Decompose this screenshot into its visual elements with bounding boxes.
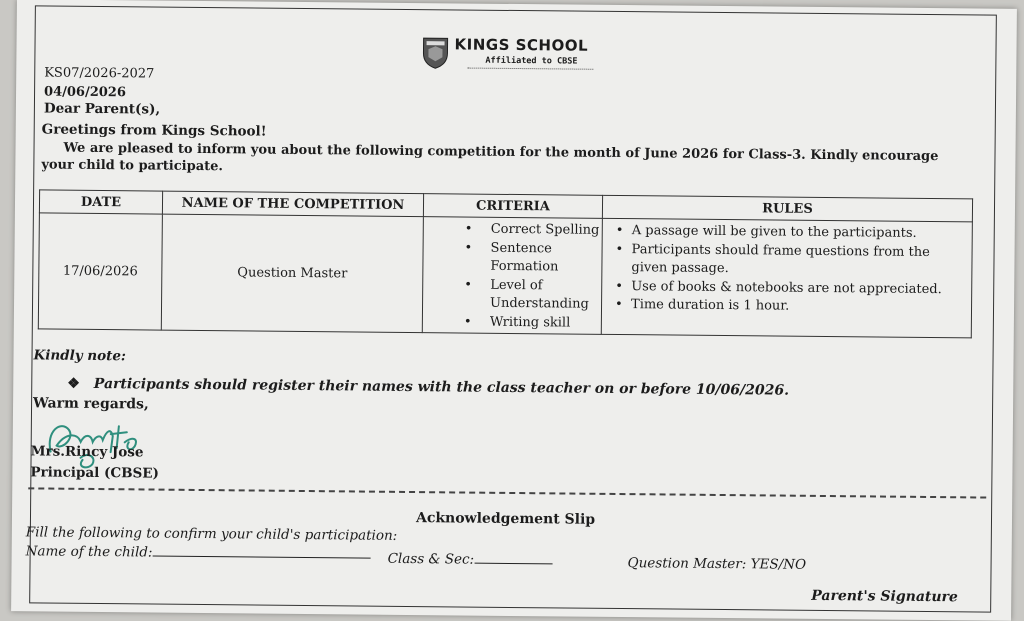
bullet-icon: • — [615, 241, 624, 257]
bullet-icon: • — [614, 296, 623, 313]
criteria-text: Sentence Formation — [490, 240, 559, 275]
criteria-item — [424, 239, 600, 278]
rule-item — [613, 296, 966, 318]
rule-text: Participants should frame questions from the given passage. — [631, 241, 930, 277]
rule-text: A passage will be given to the participants. — [631, 223, 917, 241]
greeting: Greetings from Kings School! — [41, 121, 267, 140]
rule-text: Time duration is 1 hour. — [630, 297, 790, 314]
rules-cell — [601, 218, 972, 338]
letter-reference: KS07/2026-2027 — [44, 65, 155, 82]
slip-instruction: Fill the following to confirm your child's participation: — [25, 524, 398, 544]
competition-table — [38, 189, 973, 338]
rule-item — [613, 240, 966, 280]
criteria-text: Writing skill — [489, 314, 571, 331]
school-address-line — [467, 68, 593, 73]
closing-regards: Warm regards, — [33, 395, 149, 413]
header-criteria: CRITERIA — [423, 194, 602, 219]
letterhead — [421, 35, 621, 77]
criteria-text: Correct Spelling — [490, 221, 600, 238]
letter-sheet — [11, 0, 1017, 621]
school-name: KINGS SCHOOL — [454, 35, 589, 55]
note-title: Kindly note: — [33, 347, 127, 365]
bullet-icon: • — [463, 314, 472, 330]
question-master-choice[interactable]: Question Master: YES/NO — [627, 555, 807, 573]
child-name-field[interactable] — [26, 542, 371, 562]
class-section-label: Class & Sec: — [387, 550, 475, 568]
note-text: Participants should register their names with the class teacher on or before 10/06/2026. — [93, 375, 790, 399]
header-rules: RULES — [602, 195, 972, 222]
parent-signature-label: Parent's Signature — [811, 587, 958, 606]
bullet-icon: • — [464, 221, 473, 237]
principal-name: Mrs.Rincy Jose — [30, 443, 144, 461]
school-crest-icon — [421, 35, 449, 69]
bullet-icon: • — [615, 222, 624, 239]
intro-paragraph: We are pleased to inform you about the following competition for the month of June 2026 for Class-3. Kindly encourage your child to participate. — [41, 140, 939, 175]
table-row — [38, 213, 972, 338]
rules-list — [603, 220, 971, 318]
class-section-blank[interactable] — [474, 551, 552, 565]
four-diamond-icon: ❖ — [67, 375, 80, 392]
school-affiliation: Affiliated to CBSE — [485, 55, 578, 67]
header-competition: NAME OF THE COMPETITION — [162, 191, 423, 217]
header-date: DATE — [39, 190, 162, 214]
criteria-list — [424, 218, 601, 333]
competition-name: Question Master — [161, 214, 423, 333]
letter-date: 04/06/2026 — [43, 84, 126, 101]
bullet-icon: • — [464, 240, 473, 256]
principal-title: Principal (CBSE) — [30, 464, 160, 482]
criteria-cell — [422, 217, 602, 335]
slip-title: Acknowledgement Slip — [415, 510, 596, 528]
salutation: Dear Parent(s), — [43, 100, 161, 118]
bullet-icon: • — [615, 278, 623, 294]
class-section-field[interactable] — [388, 550, 553, 569]
rule-text: Use of books & notebooks are not appreciated. — [631, 278, 942, 297]
criteria-item — [424, 313, 600, 333]
competition-date: 17/06/2026 — [38, 213, 162, 330]
criteria-text: Level of Understanding — [489, 277, 589, 312]
bullet-icon: • — [464, 277, 472, 293]
child-name-blank[interactable] — [152, 544, 370, 559]
child-name-label: Name of the child: — [25, 543, 153, 561]
criteria-item — [425, 220, 601, 240]
criteria-item — [424, 276, 600, 315]
